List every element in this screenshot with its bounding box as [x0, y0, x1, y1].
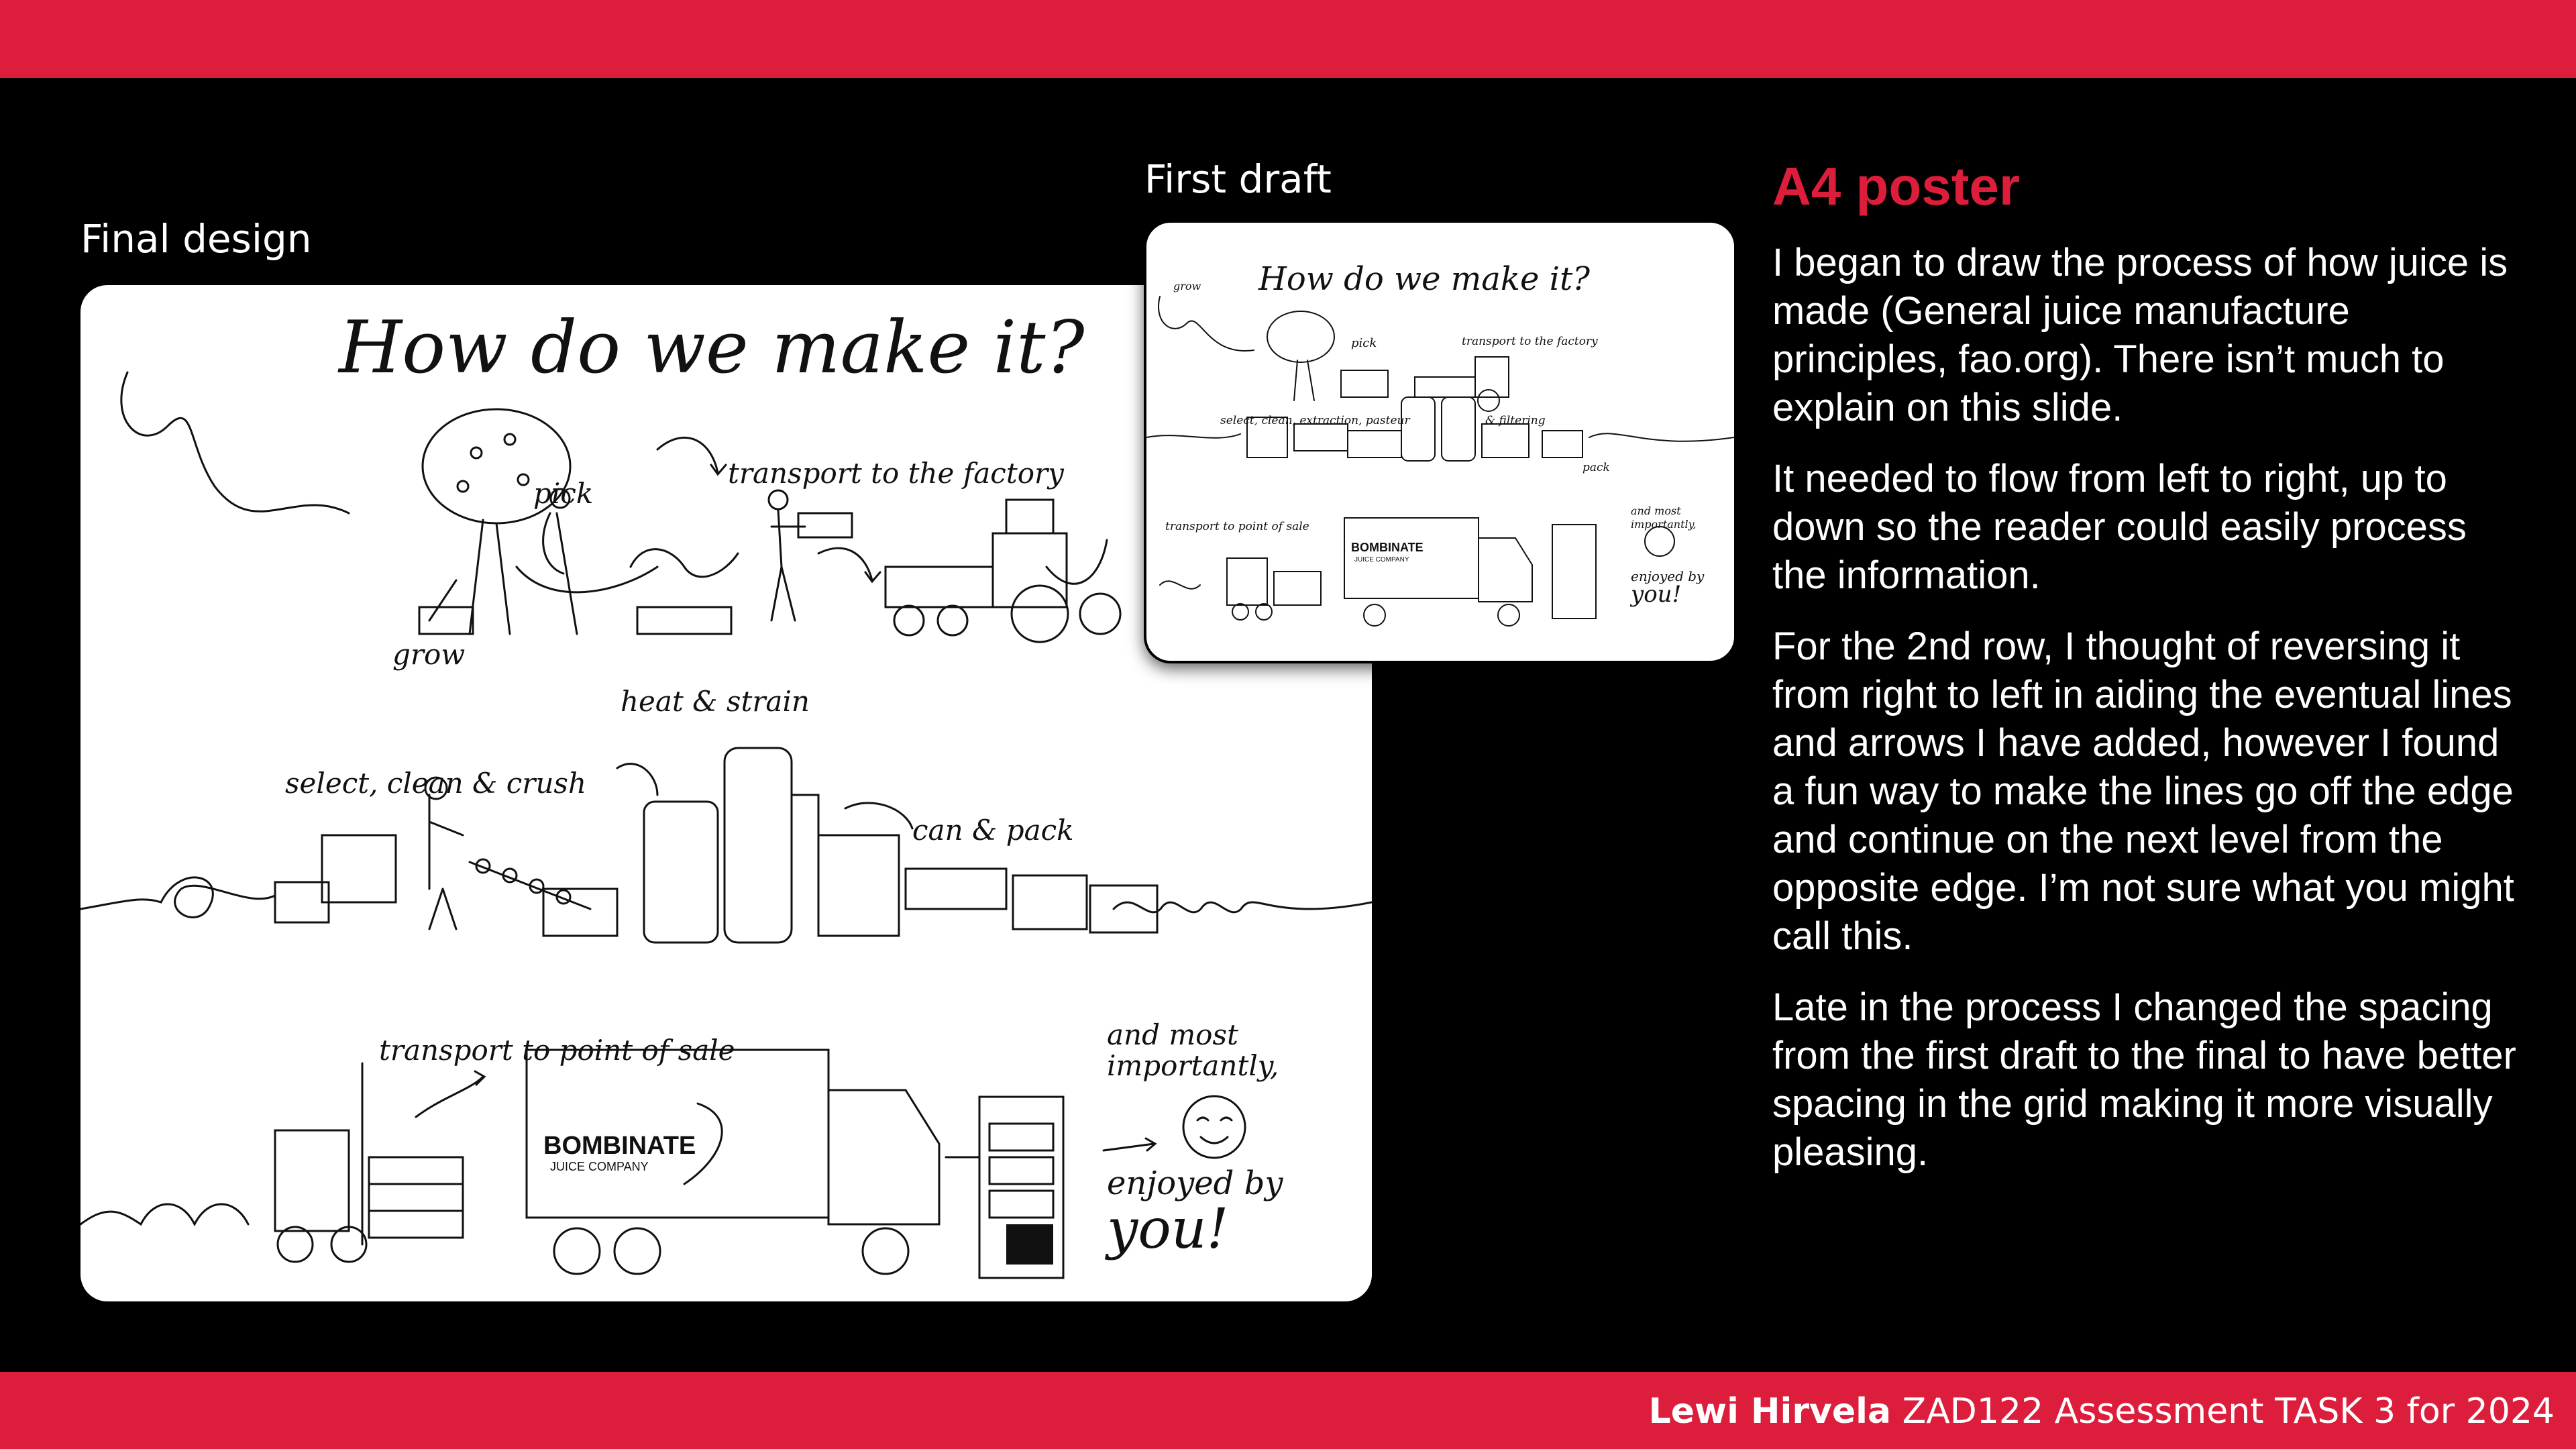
label-grow: grow [392, 638, 466, 671]
final-title: How do we make it? [339, 306, 1085, 390]
flow-line [121, 372, 349, 513]
crusher-machine [322, 835, 396, 902]
side-paragraph-4: Late in the process I changed the spacing from the first draft to the final to have better spacing in the grid making it more visually pleasing. [1772, 985, 2516, 1174]
tractor-wheel [1012, 586, 1068, 642]
label-you: you! [1107, 1197, 1229, 1261]
footer-credit [1649, 1381, 2555, 1442]
side-paragraph-3: For the 2nd row, I thought of reversing it from right to left in aiding the eventual lines and arrows I have added, however I found a fun way to make the lines go off the edge and continue on the next level from the opposite edge. I’m not sure what you might call this. [1772, 625, 2514, 958]
draft-label-filtering: & filtering [1485, 414, 1546, 427]
side-text-panel [1772, 156, 2530, 1199]
draft-poster-illustration [1146, 223, 1734, 661]
draft-brand-sub: JUICE COMPANY [1354, 556, 1409, 564]
draft-label-enjoyed-by: enjoyed by [1631, 568, 1705, 584]
first-draft-poster [1144, 220, 1737, 663]
label-heat-strain: heat & strain [621, 685, 810, 718]
smiley-face-icon [1183, 1096, 1245, 1158]
tractor-trailer [885, 567, 993, 607]
footer-author: Lewi Hirvela [1648, 1391, 1892, 1432]
draft-label-you: you! [1631, 581, 1682, 608]
draft-brand-name: BOMBINATE [1351, 541, 1424, 554]
canning-machine [818, 835, 899, 936]
final-design-caption: Final design [80, 216, 312, 262]
truck-cab [828, 1090, 939, 1224]
side-heading: A4 poster [1772, 156, 2020, 216]
top-accent-bar [0, 0, 2576, 78]
draft-label-grow: grow [1173, 280, 1201, 292]
draft-label-transport-factory: transport to the factory [1462, 335, 1598, 348]
label-transport-sale: transport to point of sale [379, 1034, 735, 1067]
heat-tank [644, 802, 718, 943]
draft-label-pick: pick [1351, 336, 1377, 350]
side-paragraph-1: I began to draw the process of how juice is made (General juice manufacture principles, fao.org). There isn’t much to explain on this slide. [1772, 241, 2508, 429]
label-transport-factory: transport to the factory [728, 457, 1064, 490]
brand-name: BOMBINATE [543, 1132, 696, 1160]
draft-label-pack: pack [1582, 461, 1610, 474]
pack-box [1013, 875, 1087, 929]
footer-course: ZAD122 Assessment TASK 3 for 2024 [1902, 1391, 2555, 1432]
side-paragraph-2: It needed to flow from left to right, up to down so the reader could easily process the information. [1772, 457, 2467, 597]
first-draft-caption: First draft [1144, 156, 1332, 202]
draft-label-select-row: select, clean, extraction, pasteur [1220, 414, 1410, 427]
forklift-icon [275, 1130, 349, 1231]
draft-title: How do we make it? [1258, 260, 1590, 298]
label-and-most: and most [1107, 1018, 1238, 1051]
label-pick: pick [533, 477, 594, 510]
label-importantly: importantly, [1107, 1049, 1279, 1082]
crate-icon [419, 607, 473, 634]
label-select-clean-crush: select, clean & crush [285, 767, 587, 800]
draft-label-importantly: importantly, [1631, 518, 1697, 531]
brand-sub: JUICE COMPANY [550, 1160, 649, 1173]
label-can-pack: can & pack [912, 814, 1074, 847]
draft-label-and-most: and most [1631, 504, 1681, 517]
strain-tank [724, 748, 792, 943]
label-enjoyed-by: enjoyed by [1107, 1165, 1283, 1202]
picker-figure [543, 513, 577, 634]
draft-label-transport-sale: transport to point of sale [1165, 520, 1309, 533]
